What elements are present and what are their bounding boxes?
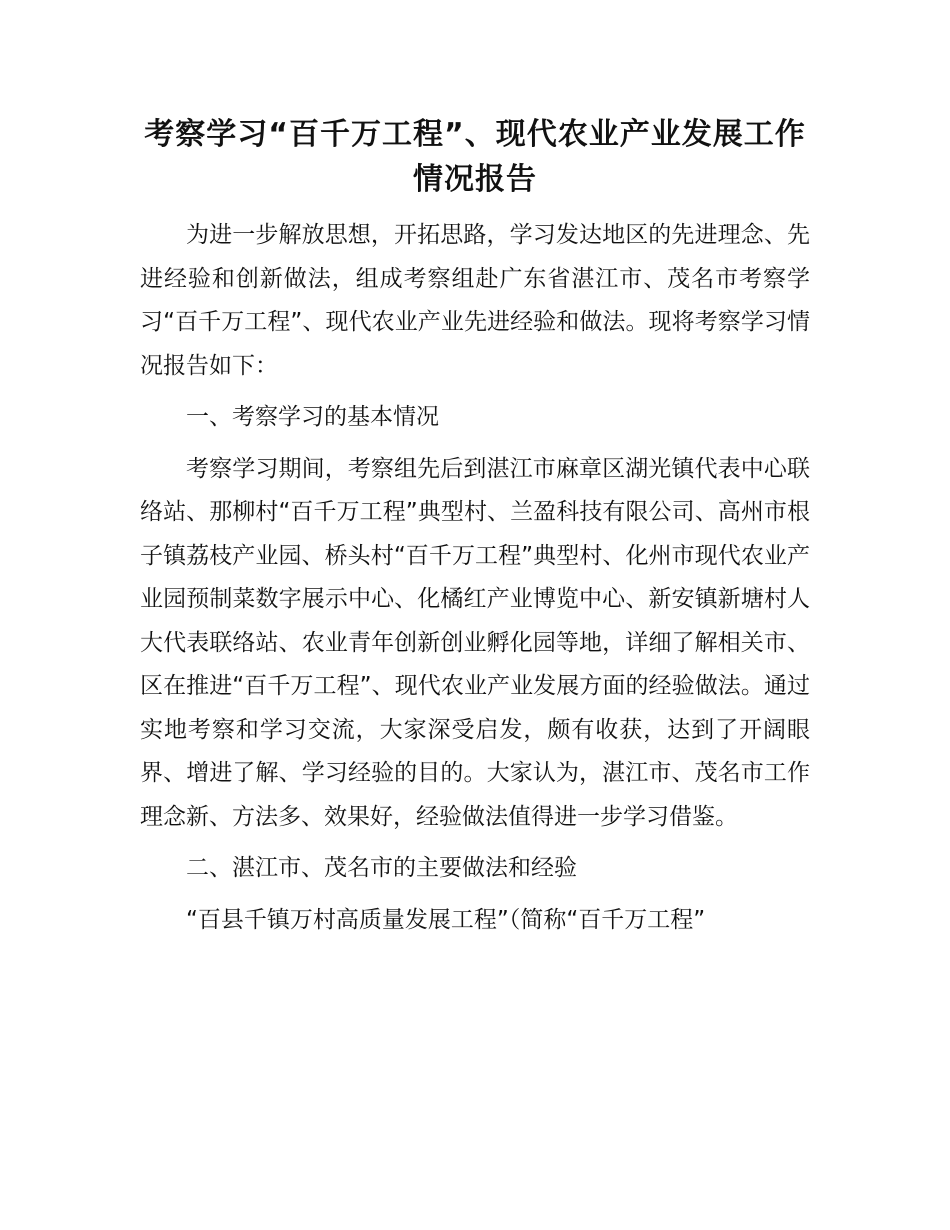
intro-paragraph: 为进一步解放思想，开拓思路，学习发达地区的先进理念、先进经验和创新做法，组成考察组赴广东省湛江市、茂名市考察学习“百千万工程”、现代农业产业先进经验和做法。现将考察学习情况报告如下： xyxy=(140,222,810,379)
document-title: 考察学习“百千万工程”、现代农业产业发展工作情况报告 xyxy=(144,117,806,197)
section-2-heading: 二、湛江市、茂名市的主要做法和经验 xyxy=(186,855,577,881)
document-body xyxy=(140,214,810,942)
section-2-paragraph: “百县千镇万村高质量发展工程”（简称“百千万工程” xyxy=(186,906,706,933)
section-1-paragraph: 考察学习期间，考察组先后到湛江市麻章区湖光镇代表中心联络站、那柳村“百千万工程”典型村、兰盈科技有限公司、高州市根子镇荔枝产业园、桥头村“百千万工程”典型村、化州市现代农业产业园预制菜数字展示中心、化橘红产业博览中心、新安镇新塘村人大代表联络站、农业青年创新创业孵化园等地，详细了解相关市、区在推进“百千万工程”、现代农业产业发展方面的经验做法。通过实地考察和学习交流，大家深受启发，颇有收获，达到了开阔眼界、增进了解、学习经验的目的。大家认为，湛江市、茂名市工作理念新、方法多、效果好，经验做法值得进一步学习借鉴。 xyxy=(140,455,810,830)
section-1-heading: 一、考察学习的基本情况 xyxy=(186,404,439,430)
